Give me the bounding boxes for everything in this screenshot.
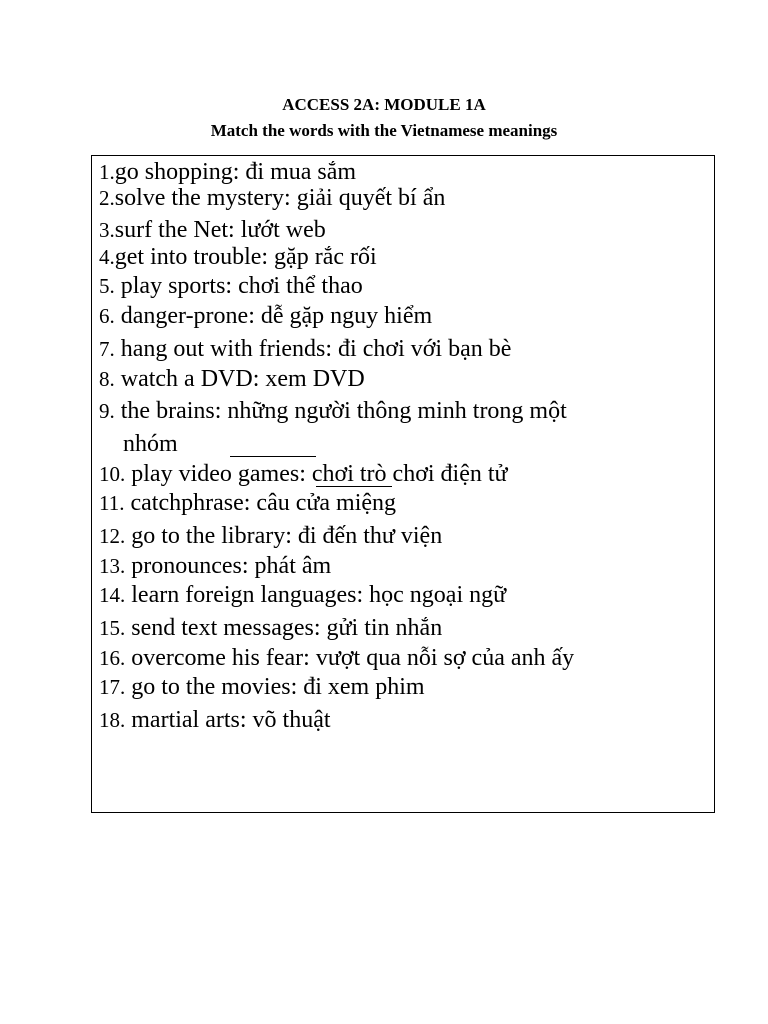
blank-underline: [316, 486, 392, 487]
item-number: 4.: [99, 245, 115, 269]
item-text: catchphrase: câu cửa miệng: [130, 490, 397, 516]
item-text: go shopping: đi mua sắm: [114, 159, 357, 185]
item-text: hang out with friends: đi chơi với bạn bè: [120, 336, 512, 362]
page-title: ACCESS 2A: MODULE 1A: [282, 95, 486, 114]
item-number: 8.: [99, 367, 115, 391]
item-number: 5.: [99, 274, 115, 298]
item-text: watch a DVD: xem DVD: [120, 366, 365, 392]
list-item: [99, 614, 442, 642]
list-item: [99, 397, 567, 425]
list-item: [99, 522, 442, 550]
vocabulary-box: [91, 155, 715, 813]
item-number: 9.: [99, 399, 115, 423]
item-text: go to the library: đi đến thư viện: [131, 523, 443, 549]
item-text: solve the mystery: giải quyết bí ẩn: [114, 185, 446, 211]
blank-underline: [230, 456, 316, 457]
list-item: [99, 243, 377, 271]
list-item: [99, 335, 511, 363]
item-number: 3.: [99, 218, 115, 242]
list-item: [99, 644, 574, 672]
item-number: 18.: [99, 708, 126, 732]
item-number: 15.: [99, 616, 126, 640]
item-number: 11.: [99, 491, 125, 515]
item-text: overcome his fear: vượt qua nỗi sợ của anh ấy: [131, 645, 575, 671]
page-subtitle: Match the words with the Vietnamese meanings: [210, 121, 558, 140]
item-text: martial arts: võ thuật: [131, 707, 331, 733]
item-number: 14.: [99, 583, 126, 607]
item-number: 17.: [99, 675, 126, 699]
list-item: [99, 272, 363, 300]
item-text: surf the Net: lướt web: [114, 217, 326, 243]
item-number: 16.: [99, 646, 126, 670]
item-text: pronounces: phát âm: [131, 553, 332, 579]
list-item: [99, 489, 396, 517]
list-item: [99, 216, 326, 244]
item-number: 13.: [99, 554, 126, 578]
item-number: 1.: [99, 160, 115, 184]
item-number: 7.: [99, 337, 115, 361]
list-item: [99, 302, 432, 330]
item-text: the brains: những người thông minh trong một: [120, 398, 567, 424]
item-text: get into trouble: gặp rắc rối: [114, 244, 377, 270]
item-text: play sports: chơi thể thao: [120, 273, 363, 299]
item-text: learn foreign languages: học ngoại ngữ: [131, 582, 507, 608]
list-item-continuation: [123, 430, 178, 458]
list-item: [99, 460, 508, 488]
item-number: 2.: [99, 186, 115, 210]
item-text: danger-prone: dễ gặp nguy hiểm: [120, 303, 433, 329]
item-text: play video games: chơi trò chơi điện tử: [131, 461, 508, 487]
list-item: [99, 673, 425, 701]
item-number: 10.: [99, 462, 126, 486]
list-item: [99, 365, 365, 393]
list-item: [99, 706, 331, 734]
item-number: 12.: [99, 524, 126, 548]
item-text: nhóm: [123, 431, 178, 457]
item-text: send text messages: gửi tin nhắn: [131, 615, 443, 641]
list-item: [99, 184, 445, 212]
list-item: [99, 158, 356, 186]
item-number: 6.: [99, 304, 115, 328]
item-text: go to the movies: đi xem phim: [131, 674, 425, 700]
list-item: [99, 581, 506, 609]
list-item: [99, 552, 331, 580]
